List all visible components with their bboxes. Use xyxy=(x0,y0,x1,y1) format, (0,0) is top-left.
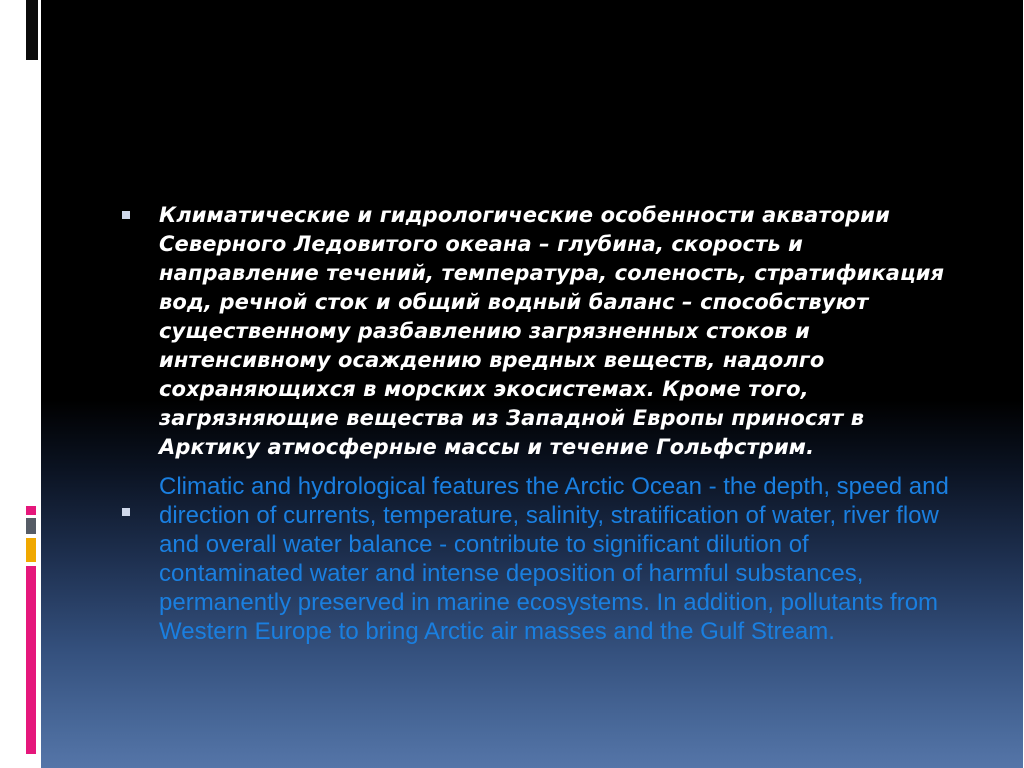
square-bullet-icon xyxy=(122,508,130,516)
accent-bar-pink-long xyxy=(26,566,36,754)
square-bullet-icon xyxy=(122,211,130,219)
accent-bar-orange xyxy=(26,538,36,562)
bullet-text-russian: Климатические и гидрологические особенности акватории Северного Ледовитого океана – глубина, скорость и направление течений, температура, соленость, стратификация вод, речной сток и общий водный баланс – способствуют существенному разбавлению загрязненных стоков и интенсивному осаждению вредных веществ, надолго сохраняющихся в морских экосистемах. Кроме того, загрязняющие вещества из Западной Европы приносят в Арктику атмосферные массы и течение Гольфстрим. xyxy=(159,203,945,459)
accent-bar-pink-small xyxy=(26,506,36,515)
bullet-text-english: Climatic and hydrological features the Arctic Ocean - the depth, speed and direction of currents, temperature, salinity, stratification of water, river flow and overall water balance - contribute to significant dilution of contaminated water and intense deposition of harmful substances, permanently preserved in marine ecosystems. In addition, pollutants from Western Europe to bring Arctic air masses and the Gulf Stream. xyxy=(159,473,949,645)
accent-bar-dark xyxy=(26,0,38,60)
accent-bar-gray xyxy=(26,518,36,534)
decorative-accent-bars xyxy=(26,0,40,768)
slide-body xyxy=(159,201,959,646)
